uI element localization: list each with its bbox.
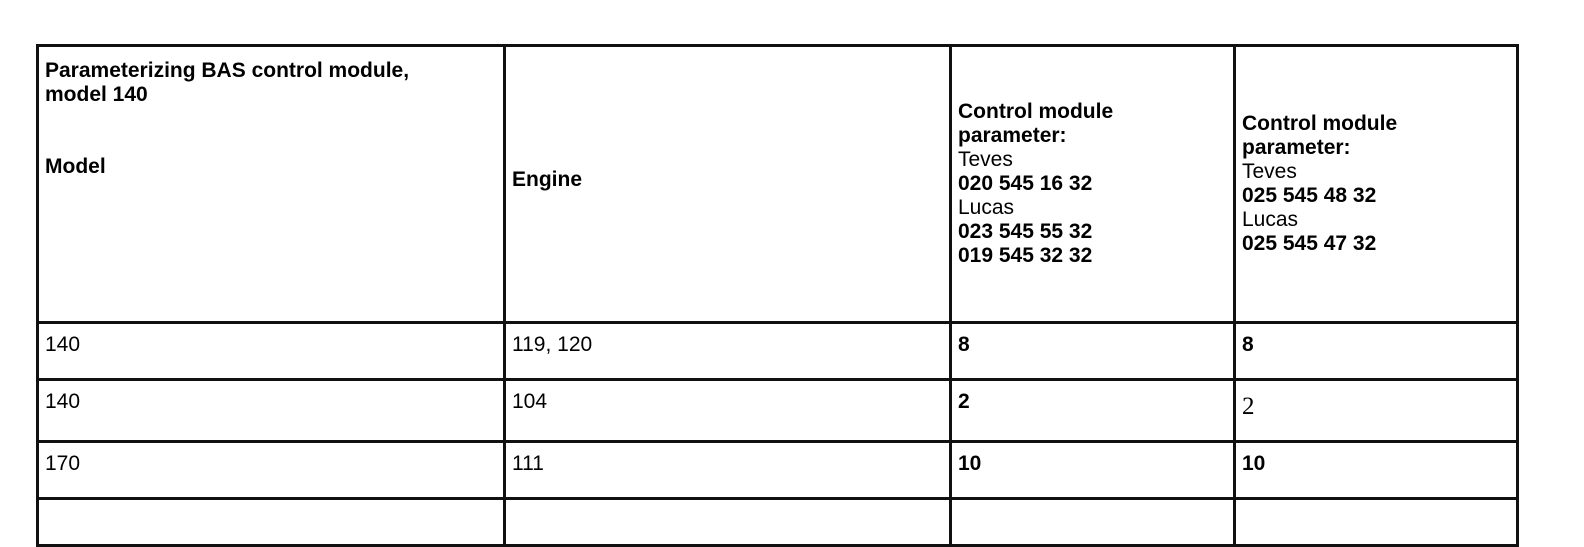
header-model-label: Model xyxy=(45,155,106,178)
engine-cell: 119, 120 xyxy=(505,323,951,380)
param2-cell: 10 xyxy=(1235,442,1518,499)
engine-cell: 111 xyxy=(505,442,951,499)
param2-cell: 2 xyxy=(1235,380,1518,442)
header-param2-line: Teves xyxy=(1242,160,1297,183)
bas-parameter-table xyxy=(36,44,1519,547)
header-param1-line: 019 545 32 32 xyxy=(958,244,1093,267)
header-param2-line: Lucas xyxy=(1242,208,1299,231)
header-param2-line: 025 545 48 32 xyxy=(1242,184,1377,207)
header-param2-line: 025 545 47 32 xyxy=(1242,232,1377,255)
model-cell: 170 xyxy=(38,442,505,499)
table-row xyxy=(38,380,1518,442)
header-param1-line: Lucas xyxy=(958,196,1015,219)
param2-cell: 8 xyxy=(1235,323,1518,380)
header-param1-line: parameter: xyxy=(958,124,1067,147)
param2-cell xyxy=(1235,499,1518,546)
param1-cell xyxy=(951,499,1235,546)
header-param1-line: 020 545 16 32 xyxy=(958,172,1093,195)
table-row xyxy=(38,442,1518,499)
table-row xyxy=(38,323,1518,380)
table-title-line1: Parameterizing BAS control module, xyxy=(45,59,410,82)
header-engine-cell xyxy=(505,46,951,323)
param1-cell: 8 xyxy=(951,323,1235,380)
param1-cell: 2 xyxy=(951,380,1235,442)
engine-cell: 104 xyxy=(505,380,951,442)
header-param1-line: 023 545 55 32 xyxy=(958,220,1093,243)
model-cell: 140 xyxy=(38,323,505,380)
header-param1-line: Control module xyxy=(958,100,1114,123)
header-param2-line: Control module xyxy=(1242,112,1398,135)
header-engine-label: Engine xyxy=(512,168,583,191)
header-param1-line: Teves xyxy=(958,148,1013,171)
param1-cell: 10 xyxy=(951,442,1235,499)
model-cell xyxy=(38,499,505,546)
table-title-line2: model 140 xyxy=(45,83,148,106)
header-param2-line: parameter: xyxy=(1242,136,1351,159)
table-row xyxy=(38,499,1518,546)
engine-cell xyxy=(505,499,951,546)
model-cell: 140 xyxy=(38,380,505,442)
header-model-cell xyxy=(38,46,505,323)
header-row xyxy=(38,46,1518,323)
header-param2-cell xyxy=(1235,46,1518,323)
header-param1-cell xyxy=(951,46,1235,323)
